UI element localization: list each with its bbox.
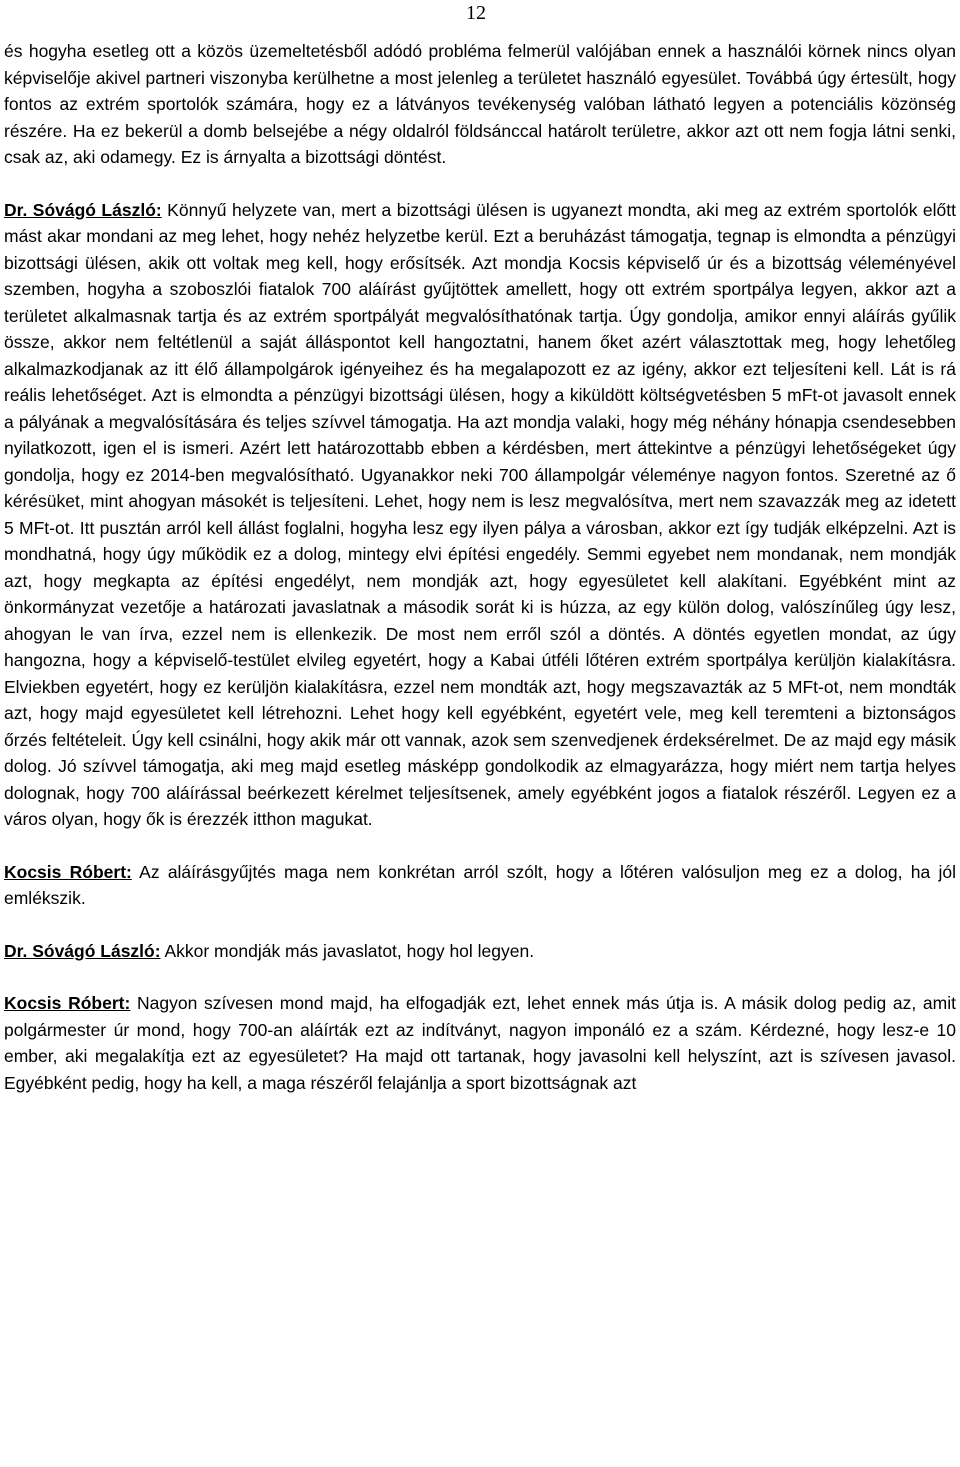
paragraph-text: Könnyű helyzete van, mert a bizottsági ülésen is ugyanezt mondta, aki meg az extrém sportolók előtt mást akar mondani az meg lehet, hogy nehéz helyzetbe kerül. Ezt a beruházást támogatja, tegnap is elmondta a pénzügyi bizottsági ülésen, akik ott voltak meg kell, hogy erősítsék. Azt mondja Kocsis képviselő úr és a bizottság véleményével szemben, hogyha a szoboszlói fiatalok 700 aláírást gyűjtöttek amellett, hogy ott extrém sportpálya legyen, akkor azt a területet alkalmasnak tartja és az extrém sportpályát megvalósíthatónak tartja. Úgy gondolja, amikor ennyi aláírás gyűlik össze, akkor nem feltétlenül a saját álláspontot kell hangoztatni, hanem őket azért választottak meg, hogy lehetőleg alkalmazkodjanak az itt élő állampolgárok igényeihez és ha megalapozott ez az igény, akkor ezt teljesíteni kell. Lát is rá reális lehetőséget. Azt is elmondta a pénzügyi bizottsági ülésen, hogy a kiküldött költségvetésben 5 mFt-ot javasolt ennek a pályának a megvalósítására és teljes szívvel támogatja. Ha azt mondja valaki, hogy még néhány hónapja csendesebben nyilatkozott, igen el is ismeri. Azért lett határozottabb ebben a kérdésben, mert áttekintve a pénzügyi lehetőségeket úgy gondolja, hogy ez 2014-ben megvalósítható. Ugyanakkor neki 700 állampolgár véleménye nagyon fontos. Szeretné az ő kérésüket, mint ahogyan másokét is teljesíteni. Lehet, hogy nem is lesz megvalósítva, mert nem szavazzák meg az idetett 5 MFt-ot. Itt pusztán arról kell állást foglalni, hogyha lesz egy ilyen pálya a városban, akkor ezt így tudják elképzelni. Azt is mondhatná, hogy úgy működik ez a dolog, mintegy elvi építési engedély. Semmi egyebet nem mondanak, nem mondják azt, hogy megkapta az építési engedélyt, nem mondják azt, hogy egyesületet kell alakítani. Egyébként mint az önkormányzat vezetője a határozati javaslatnak a második sorát ki is húzza, az egy külön dolog, valószínűleg úgy lesz, ahogyan le van írva, ezzel nem is ellenkezik. De most nem erről szól a döntés. A döntés egyetlen mondat, az úgy hangozna, hogy a képviselő-testület elvileg egyetért, hogy a Kabai útféli lőtéren extrém sportpálya kerüljön kialakításra. Elviekben egyetért, hogy ez kerüljön kialakításra, ezzel nem mondták azt, hogy megszavazták az 5 MFt-ot, nem mondták azt, hogy majd egyesületet kell létrehozni. Lehet hogy kell egyébként, egyetért vele, meg kell teremteni a biztonságos őrzés feltételeit. Úgy kell csinálni, hogy akik már ott vannak, azok sem szenvedjenek érdeksérelmet. De az majd egy másik dolog. Jó szívvel támogatja, aki meg majd esetleg másképp gondolkodik az elmagyarázza, hogy miért nem tartja helyes dolognak, hogy 700 aláírással beérkezett kérelmet teljesítsenek, amely egyébként jogos a fiatalok részéről. Legyen ez a város olyan, hogy ők is érezzék itthon magukat.	[4, 199, 957, 829]
paragraph-intro	[4, 38, 956, 171]
paragraph-text: Nagyon szívesen mond majd, ha elfogadják ezt, lehet ennek más útja is. A másik dolog pedig az, amit polgármester úr mond, hogy 700-an aláírták ezt az indítványt, nagyon imponáló ez a szám. Kérdezné, hogy lesz-e 10 ember, aki megalakítja ezt az egyesületet? Ha majd ott tartanak, hogy javasolni kell helyszínt, azt is szívesen javasol. Egyébként pedig, hogy ha kell, a maga részéről felajánlja a sport bizottságnak azt	[4, 993, 956, 1093]
speaker-name: Dr. Sóvágó László:	[4, 940, 161, 961]
speaker-name: Dr. Sóvágó László:	[4, 199, 162, 220]
paragraph-sovago-1	[4, 197, 956, 833]
document-body	[4, 38, 956, 1096]
speaker-name: Kocsis Róbert:	[4, 861, 132, 882]
paragraph-text: Akkor mondják más javaslatot, hogy hol legyen.	[160, 940, 535, 961]
paragraph-sovago-2	[4, 938, 956, 965]
paragraph-kocsis-2	[4, 990, 956, 1096]
paragraph-text: és hogyha esetleg ott a közös üzemeltetésből adódó probléma felmerül valójában ennek a használói körnek nincs olyan képviselője akivel partneri viszonyba kerülhetne a most jelenleg a területet használó egyesület. Továbbá úgy értesült, hogy fontos az extrém sportolók számára, hogy ez a látványos tevékenység valóban látható legyen a potenciális közönség részére. Ha ez bekerül a domb belsejébe a négy oldalról földsánccal határolt területre, akkor azt ott nem fogja látni senki, csak az, aki odamegy. Ez is árnyalta a bizottsági döntést.	[4, 41, 956, 167]
speaker-name: Kocsis Róbert:	[4, 993, 131, 1013]
paragraph-kocsis-1	[4, 859, 956, 912]
paragraph-text: Az aláírásgyűjtés maga nem konkrétan arról szólt, hogy a lőtéren valósuljon meg ez a dolog, ha jól emlékszik.	[4, 861, 956, 908]
page-number: 12	[466, 2, 486, 24]
